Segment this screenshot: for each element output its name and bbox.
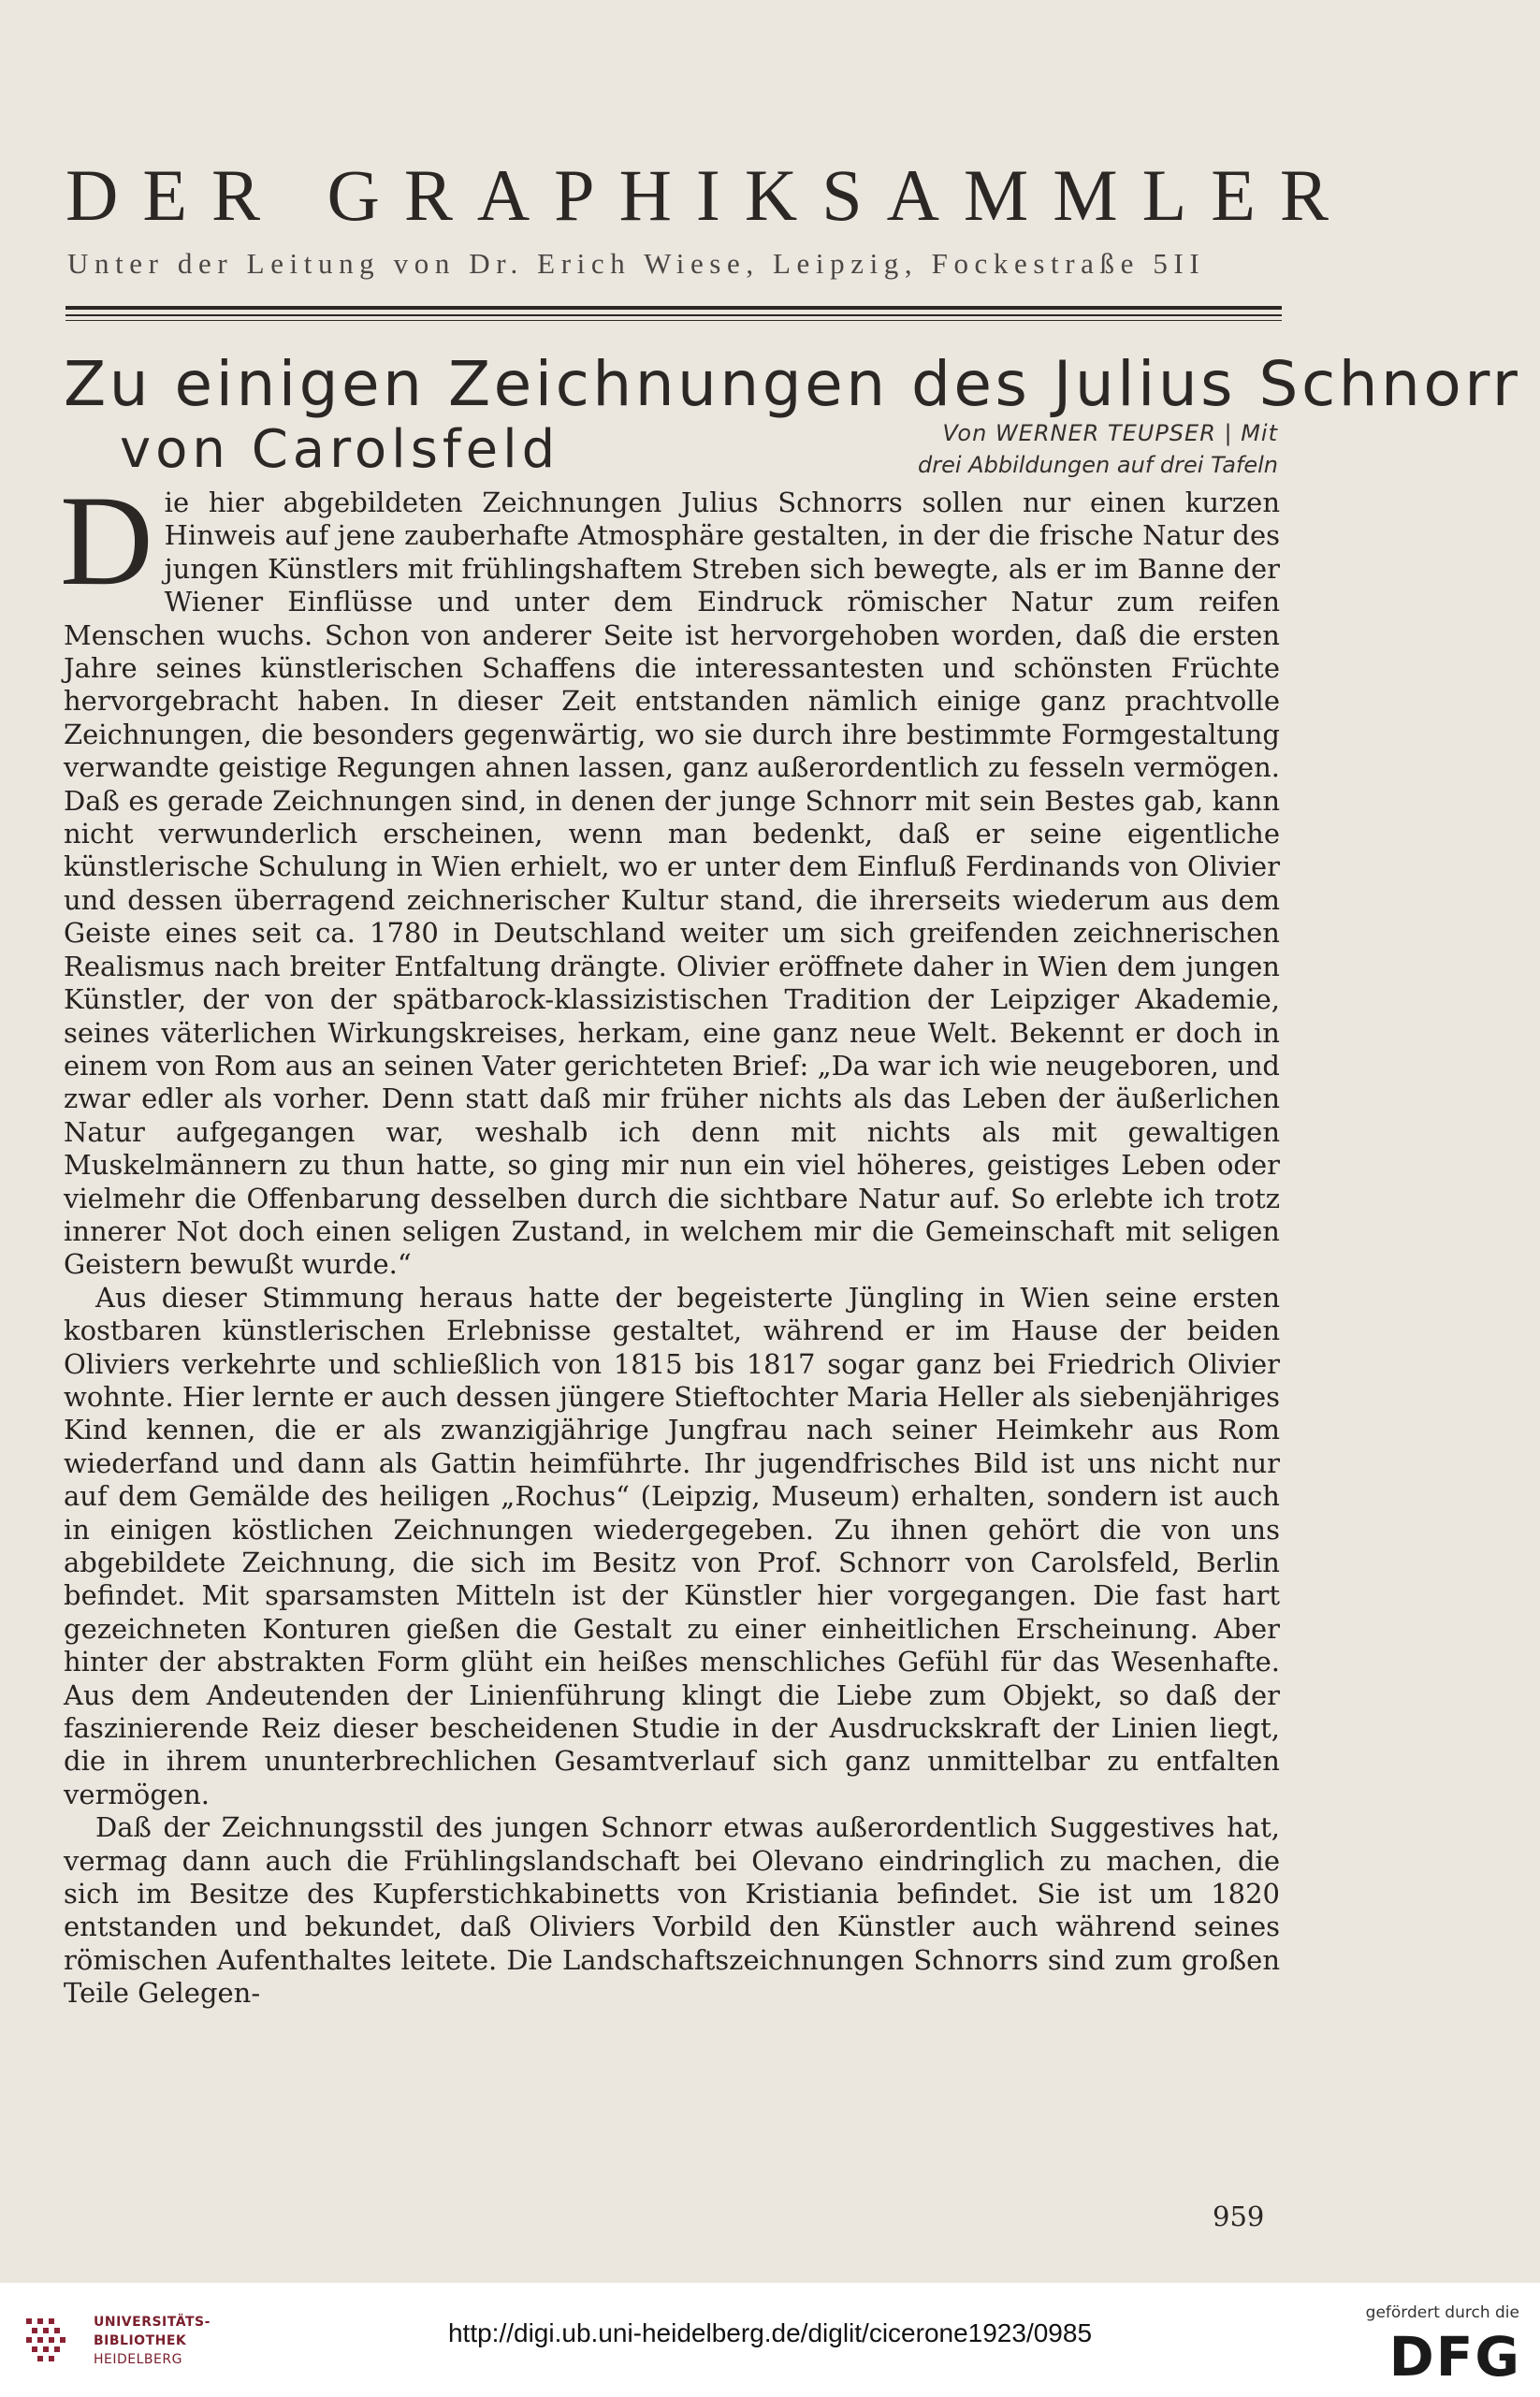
header-rule-thin	[65, 320, 1282, 321]
header-rule-medium	[65, 314, 1282, 316]
byline	[918, 417, 1278, 481]
editor-line: Unter der Leitung von Dr. Erich Wiese, Leipzig, Fockestraße 5II	[67, 247, 1206, 280]
university-library-name: UNIVERSITÄTS- BIBLIOTHEK HEIDELBERG	[94, 2315, 211, 2367]
byline-illustrations: drei Abbildungen auf drei Tafeln	[918, 452, 1278, 478]
permalink-url[interactable]: http://digi.ub.uni-heidelberg.de/diglit/cicerone1923/0985	[447, 2318, 1093, 2347]
article-body	[60, 469, 1280, 2011]
article-title-line-2: von Carolsfeld	[120, 419, 560, 480]
byline-author: Von WERNER TEUPSER | Mit	[942, 420, 1278, 446]
dfg-logo: DFG	[1388, 2325, 1521, 2389]
viewer-footer	[0, 2283, 1540, 2397]
article-title-line-1: Zu einigen Zeichnungen des Julius Schnorr	[64, 348, 1521, 420]
page-number: 959	[1213, 2201, 1265, 2232]
paragraph-1	[60, 469, 1280, 1282]
paragraph-3: Daß der Zeichnungsstil des jungen Schnorr etwas außerordentlich Suggestives hat, vermag dann auch die Frühlingslandschaft bei Olevano eindringlich zu machen, die sich im Besitze des Kupferstichkabinetts von Kristiania befindet. Sie ist um 1820 entstanden und bekundet, daß Oliviers Vorbild den Künstler auch während seines römischen Aufenthaltes leitete. Die Landschaftszeichnungen Schnorrs sind zum großen Teile Gelegen-	[64, 1811, 1280, 2010]
paragraph-1-text: ie hier abgebildeten Zeichnungen Julius Schnorrs sollen nur einen kurzen Hinweis auf jene zauberhafte Atmosphäre gestalten, in der die frische Natur des jungen Künstlers mit frühlingshaftem Streben sich bewegte, als er im Banne der Wiener Einflüsse und unter dem Eindruck römischer Natur zum reifen Menschen wuchs. Schon von anderer Seite ist hervorgehoben worden, daß die ersten Jahre seines künstlerischen Schaffens die interessantesten und schönsten Früchte hervorgebracht haben. In dieser Zeit entstanden nämlich einige ganz prachtvolle Zeichnungen, die besonders gegenwärtig, wo sie durch ihre bestimmte Formgestaltung verwandte geistige Regungen ahnen lassen, ganz außerordentlich zu fesseln vermögen. Daß es gerade Zeichnungen sind, in denen der junge Schnorr mit sein Bestes gab, kann nicht verwunderlich erscheinen, wenn man bedenkt, daß er seine eigentliche künstlerische Schulung in Wien erhielt, wo er unter dem Einfluß Ferdinands von Olivier und dessen überragend zeichnerischer Kultur stand, die ihrerseits wiederum aus dem Geiste eines seit ca. 1780 in Deutschland weiter um sich greifenden zeichnerischen Realismus nach breiter Entfaltung drängte. Olivier eröffnete daher in Wien dem jungen Künstler, der von der spätbarock-klassizistischen Tradition der Leipziger Akademie, seines väterlichen Wirkungskreises, herkam, eine ganz neue Welt. Bekennt er doch in einem von Rom aus an seinen Vater gerichteten Brief: „Da war ich wie neugeboren, und zwar edler als vorher. Denn statt daß mir früher nichts als das Leben der äußerlichen Natur aufgegangen war, weshalb ich denn mit nichts als mit gewaltigen Muskelmännern zu thun hatte, so ging mir nun ein viel höheres, geistiges Leben oder vielmehr die Offenbarung desselben durch die sichtbare Natur auf. So erlebte ich trotz innerer Not doch einen seligen Zustand, in welchem mir die Gemeinschaft mit seligen Geistern bewußt wurde.“	[64, 487, 1280, 1281]
paragraph-2: Aus dieser Stimmung heraus hatte der begeisterte Jüngling in Wien seine ersten kostbaren künstlerischen Erlebnisse gestaltet, während er im Hause der beiden Oliviers verkehrte und schließlich von 1815 bis 1817 sogar ganz bei Friedrich Olivier wohnte. Hier lernte er auch dessen jüngere Stieftochter Maria Heller als siebenjähriges Kind kennen, die er als zwanzigjährige Jungfrau nach seiner Heimkehr aus Rom wiederfand und dann als Gattin heimführte. Ihr jugendfrisches Bild ist uns nicht nur auf dem Gemälde des heiligen „Rochus“ (Leipzig, Museum) erhalten, sondern ist auch in einigen köstlichen Zeichnungen wiedergegeben. Zu ihnen gehört die von uns abgebildete Zeichnung, die sich im Besitz von Prof. Schnorr von Carolsfeld, Berlin befindet. Mit sparsamsten Mitteln ist der Künstler hier vorgegangen. Die fast hart gezeichneten Konturen gießen die Gestalt zu einer einheitlichen Erscheinung. Aber hinter der abstrakten Form glüht ein heißes menschliches Gefühl für das Wesenhafte. Aus dem Andeutenden der Linienführung klingt die Liebe zum Objekt, so daß der faszinierende Reiz dieser bescheidenen Studie in der Ausdruckskraft der Linien liegt, die in ihrem ununterbrechlichen Gesamtverlauf sich ganz unmittelbar zu entfalten vermögen.	[64, 1281, 1280, 1810]
sponsor-caption: gefördert durch die	[1365, 2303, 1519, 2322]
header-rule-thick	[65, 306, 1282, 310]
drop-cap: D	[60, 469, 153, 612]
masthead: DER GRAPHIKSAMMLER	[65, 154, 1353, 236]
